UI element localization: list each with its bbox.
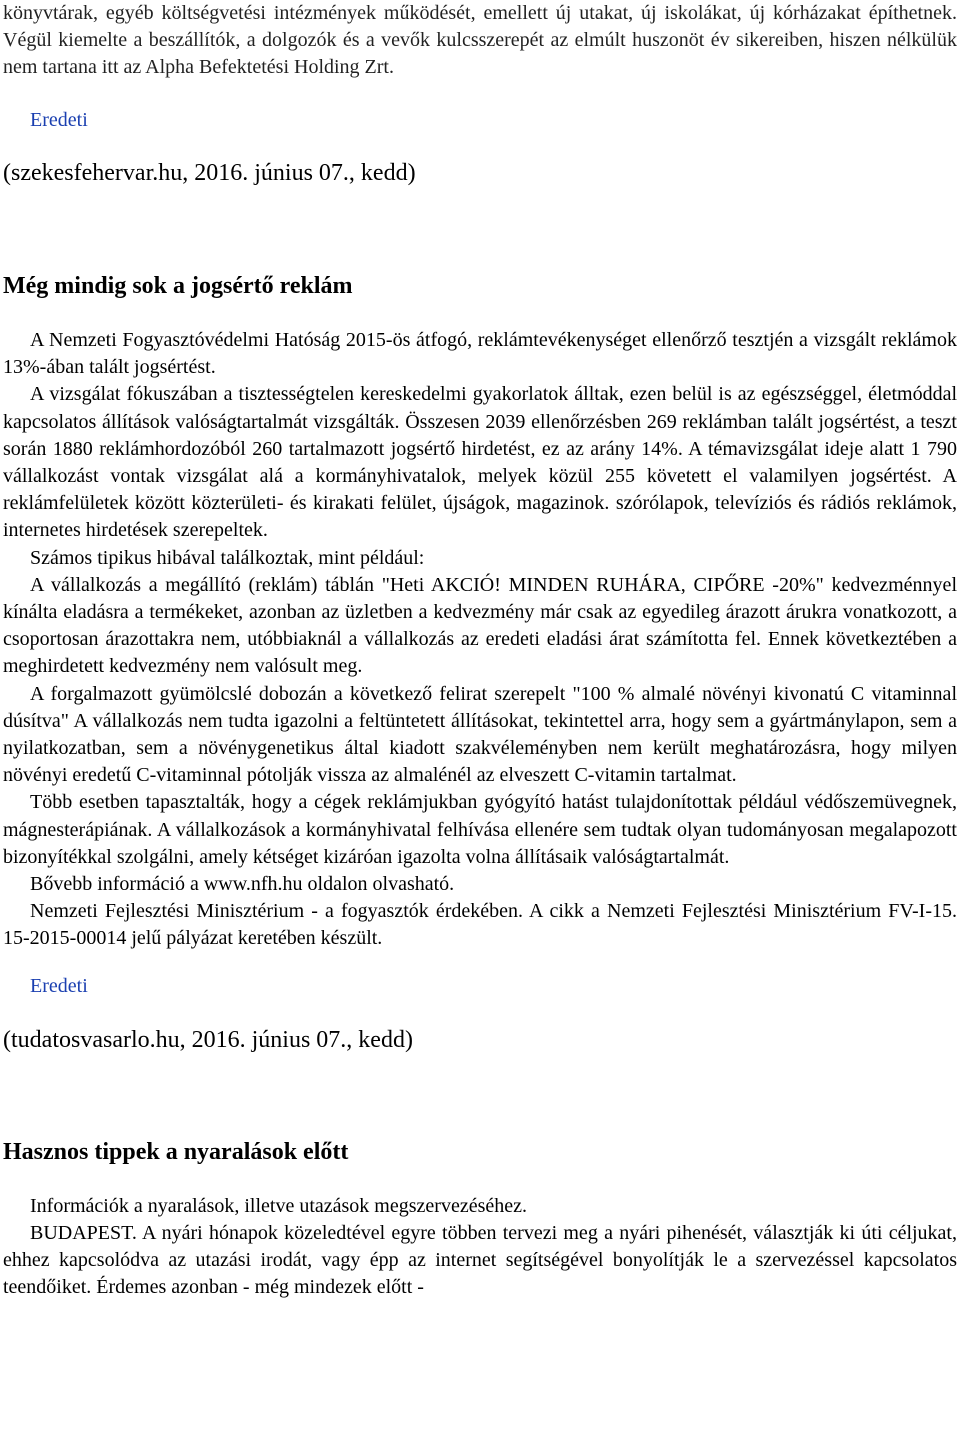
article-paragraph: A forgalmazott gyümölcslé dobozán a következő felirat szerepelt "100 % almalé növényi kivonatú C vitaminnal dúsítva" A vállalkozás nem tudta igazolni a feltüntetett állításokat, tekintettel arra, hogy sem a gyártmánylapon, sem a nyilatkozatban, sem a növénygenetikus által kiadott szakvéleményben nem került meghatározásra, hogy milyen növényi eredetű C-vitaminnal pótolják vissza az almalénél az elveszett C-vitamin tartalmat. bbox=[3, 682, 957, 787]
article-title: Hasznos tippek a nyaralások előtt bbox=[3, 1138, 349, 1165]
article-title: Még mindig sok a jogsértő reklám bbox=[3, 273, 353, 299]
article-source: (szekesfehervar.hu, 2016. június 07., kedd) bbox=[3, 160, 416, 186]
article-paragraph: A vállalkozás a megállító (reklám) táblán "Heti AKCIÓ! MINDEN RUHÁRA, CIPŐRE -20%" kedvezménnyel kínálta eladásra a termékeket, azonban az üzletben a kedvezmény már csak az egyedileg árazott árukra vonatkozott, a csoportosan árazottakra nem, utóbbiaknál a vállalkozás az eredeti eladási árat számította fel. Ennek következtében a meghirdetett kedvezmény nem valósult meg. bbox=[3, 573, 957, 678]
original-link[interactable]: Eredeti bbox=[30, 974, 88, 997]
article-paragraph: Bővebb információ a www.nfh.hu oldalon olvasható. bbox=[30, 873, 455, 896]
article-lead: Információk a nyaralások, illetve utazások megszervezéséhez. bbox=[30, 1194, 527, 1217]
original-link-row bbox=[3, 107, 957, 134]
article-paragraph: BUDAPEST. A nyári hónapok közeledtével egyre többen tervezi meg a nyári pihenését, választják ki úti céljukat, ehhez kapcsolódva az utazási irodát, vagy épp az internet segítségével bonyolítják le a szervezéssel kapcsolatos teendőiket. Érdemes azonban - még mindezek előtt - bbox=[3, 1221, 957, 1299]
original-link[interactable]: Eredeti bbox=[30, 109, 88, 131]
article-source: (tudatosvasarlo.hu, 2016. június 07., kedd) bbox=[3, 1026, 413, 1053]
article-paragraph: Több esetben tapasztalták, hogy a cégek reklámjukban gyógyító hatást tulajdonítottak például védőszemüvegnek, mágnesterápiának. A vállalkozások a kormányhivatal felhívása ellenére sem tudtak olyan tudományosan megalapozott bizonyítékkal szolgálni, amely kétséget kizáróan igazolta volna állításaik valóságtartalmát. bbox=[3, 791, 957, 868]
original-link-row bbox=[3, 973, 957, 1000]
article-paragraph: A Nemzeti Fogyasztóvédelmi Hatóság 2015-ös átfogó, reklámtevékenységet ellenőrző tesztjén a vizsgált reklámok 13%-ában talált jogsértést. bbox=[3, 329, 957, 379]
article-paragraph: Számos tipikus hibával találkoztak, mint például: bbox=[30, 546, 425, 569]
document-page bbox=[3, 0, 957, 1301]
article-paragraph: A vizsgálat fókuszában a tisztességtelen kereskedelmi gyakorlatok álltak, ezen belül is az egészséggel, életmóddal kapcsolatos állítások valóságtartalmát vizsgálták. Összesen 2039 ellenőrzésben 269 reklámban talált jogsértést, a teszt során 1880 reklámhordozóból 260 tartalmazott jogsértő hirdetést, ez az arány 14%. A témavizsgálat ideje alatt 1 790 vállalkozást vontak vizsgálat alá a kormányhivatalok, melyek közül 255 követett el valamilyen jogsértést. A reklámfelületek között közterületi- és kirakati felület, újságok, magazinok. szórólapok, televíziós és rádiós reklámok, internetes hirdetések szerepeltek. bbox=[3, 383, 957, 542]
article-paragraph: könyvtárak, egyéb költségvetési intézmények működését, emellett új utakat, új iskolákat, új kórházakat építhetnek. Végül kiemelte a beszállítók, a dolgozók és a vevők kulcsszerepét az elmúlt huszonöt év sikereiben, hiszen nélkülük nem tartana itt az Alpha Befektetési Holding Zrt. bbox=[3, 2, 957, 78]
article-paragraph: Nemzeti Fejlesztési Minisztérium - a fogyasztók érdekében. A cikk a Nemzeti Fejlesztési Minisztérium FV-I-15. 15-2015-00014 jelű pályázat keretében készült. bbox=[3, 900, 957, 950]
